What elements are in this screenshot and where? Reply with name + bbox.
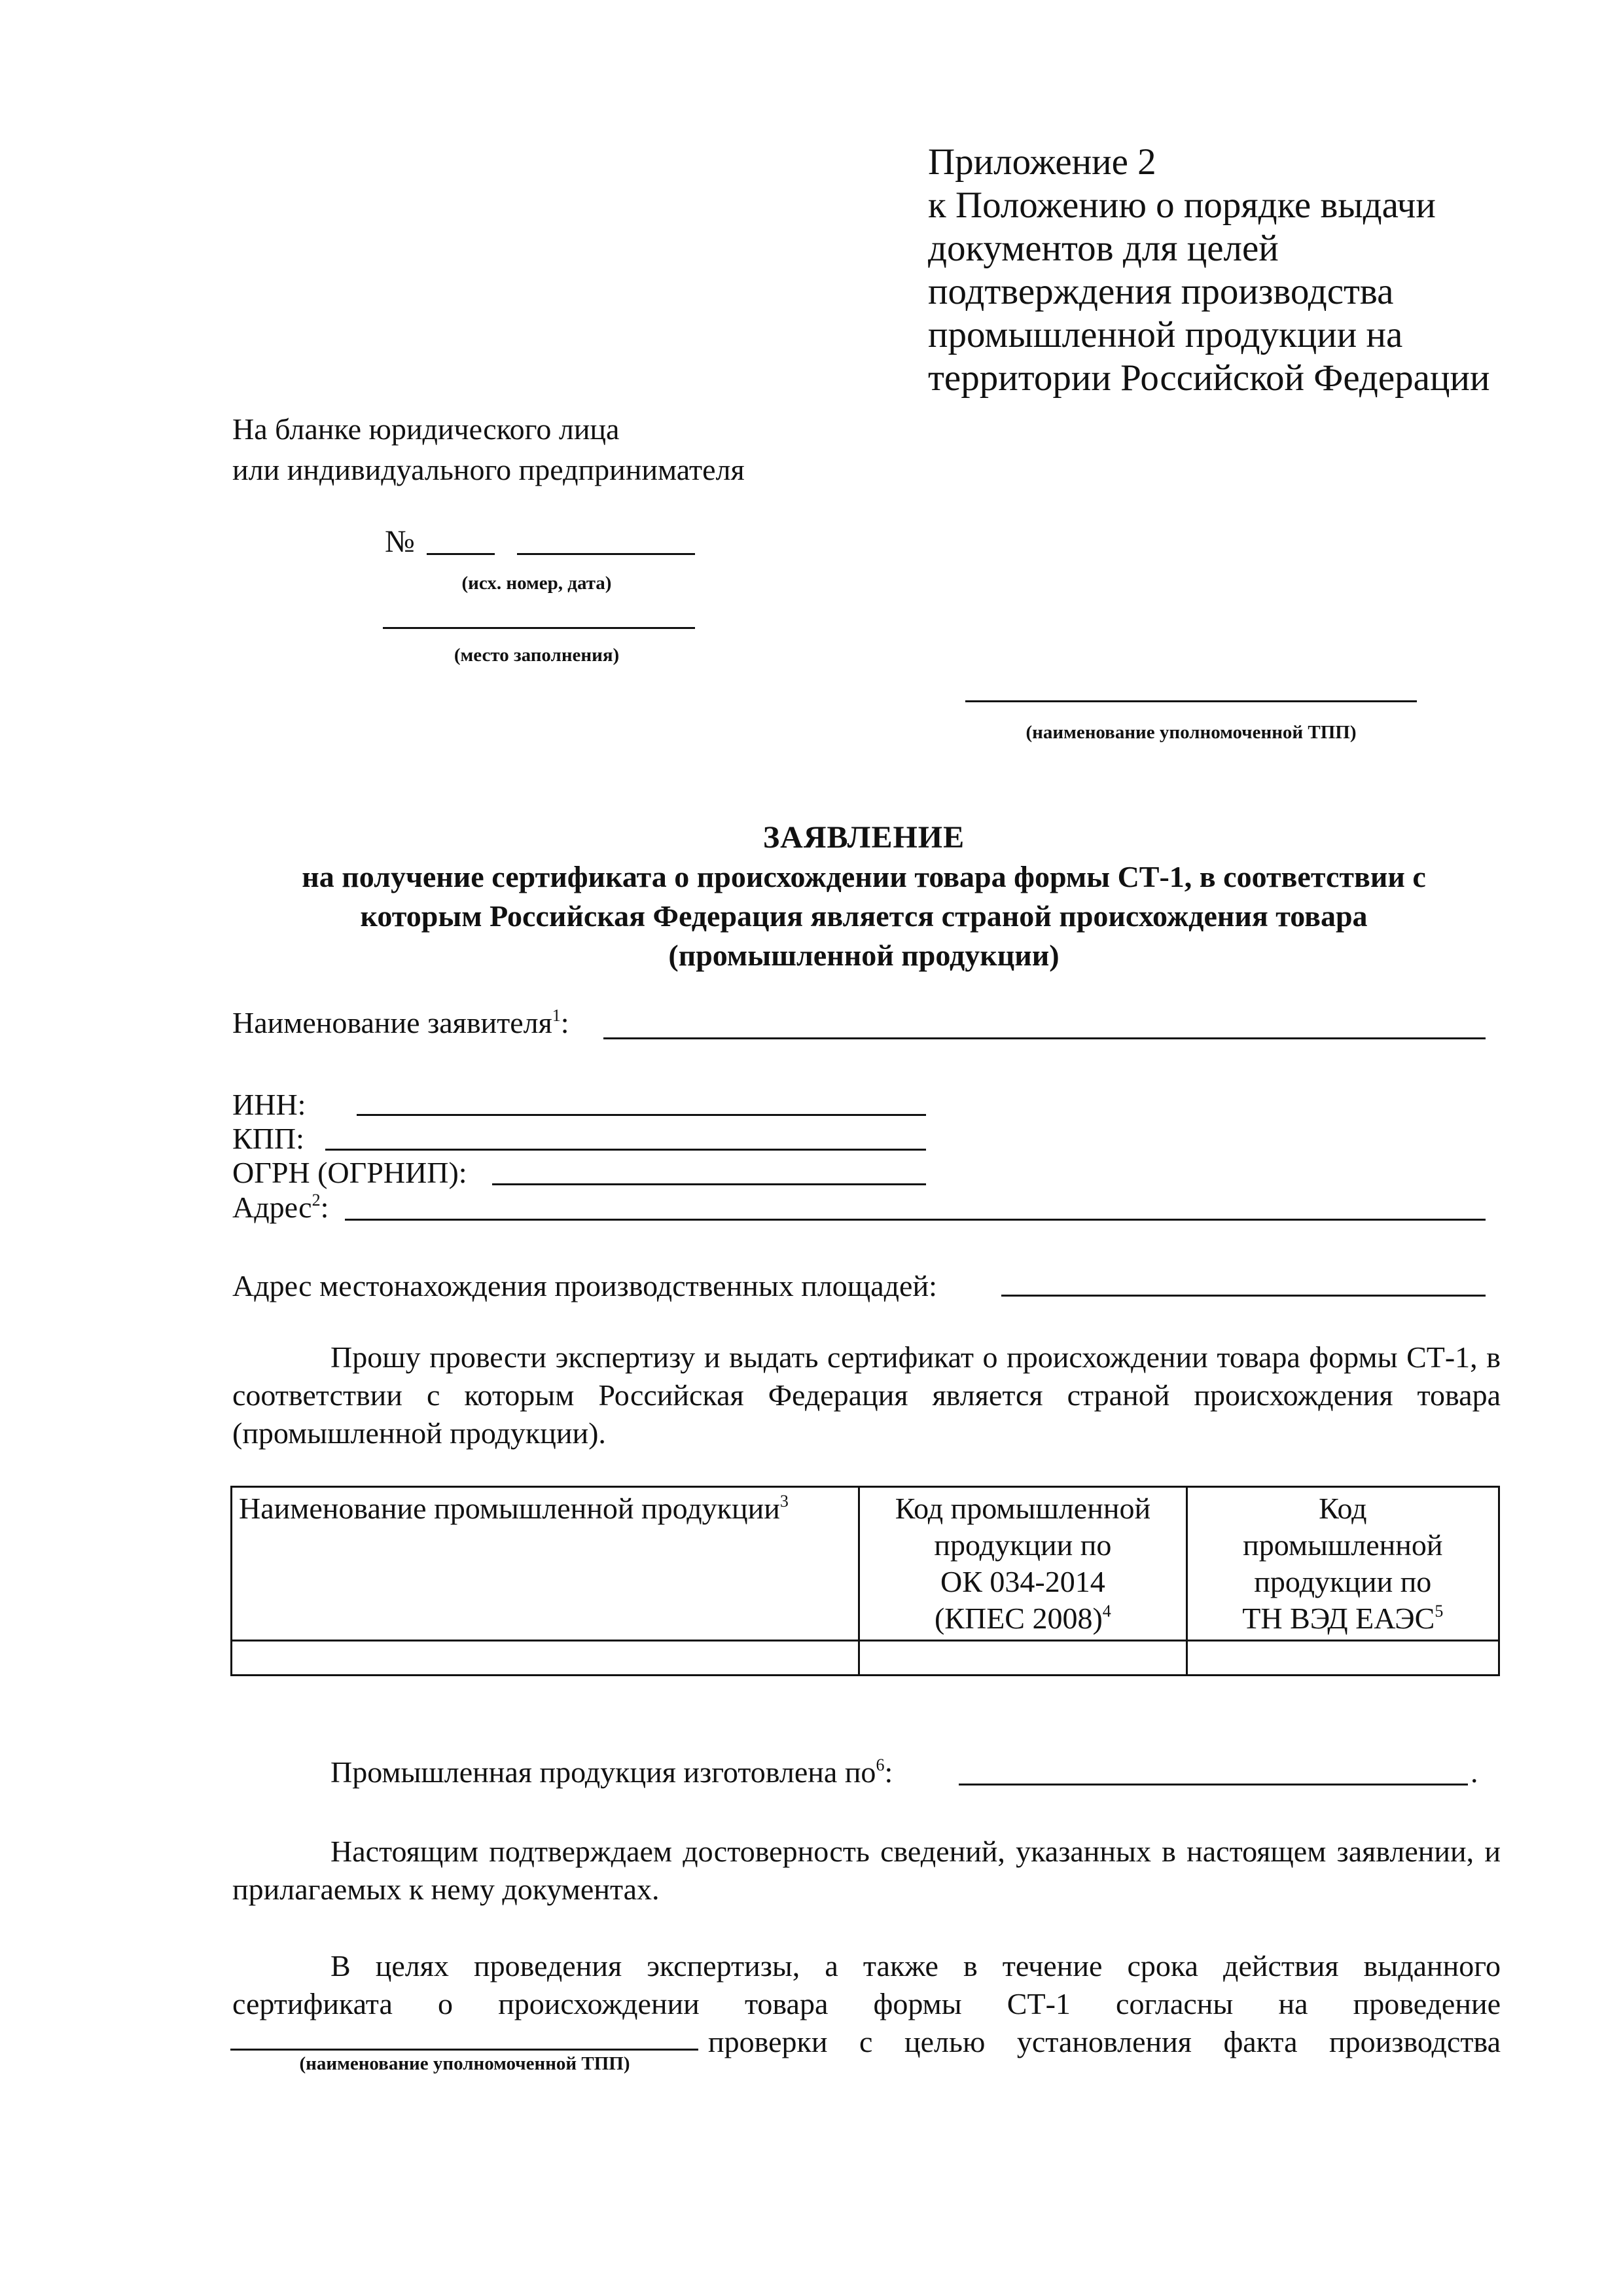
manufactured-field-line[interactable] — [959, 1784, 1468, 1785]
manufactured-label: Промышленная продукция изготовлена $по^6$: — [330, 1755, 893, 1789]
okpd-code-cell[interactable] — [859, 1641, 1186, 1676]
confirm-paragraph: Настоящим подтверждаем достоверность сведений, указанных в настоящем заявлении, и прилагаемых к нему документах. — [232, 1835, 1501, 1906]
address-label: Адрес$^2$: — [232, 1191, 329, 1224]
letterhead-note — [232, 409, 745, 490]
inn-label: ИНН: — [232, 1088, 306, 1121]
inn-field-line[interactable] — [357, 1114, 926, 1116]
kpp-field-line[interactable] — [325, 1149, 926, 1151]
header-product-name: Наименование промышленной продукции$^3$ — [232, 1487, 859, 1641]
products-table — [230, 1486, 1500, 1676]
letterhead-line-1: На бланке юридического лица — [232, 412, 620, 446]
consent-chamber-line[interactable] — [230, 2049, 698, 2051]
footnote-ref-3: 3 — [779, 1492, 789, 1511]
tnved-code-cell[interactable] — [1186, 1641, 1499, 1676]
kpp-label: КПП: — [232, 1122, 304, 1155]
request-paragraph: Прошу провести экспертизу и выдать сертификат о происхождении товара формы СТ-1, в соответствии с которым Российская Федерация является страной происхождения товара (промышленной продукции). — [232, 1340, 1501, 1450]
appendix-header — [928, 141, 1569, 400]
ogrn-field-line[interactable] — [492, 1183, 926, 1185]
place-caption: (место заполнения) — [454, 645, 620, 666]
table-header-row — [232, 1487, 1499, 1641]
appendix-line: территории Российской Федерации — [928, 357, 1490, 399]
footnote-ref-6: 6 — [876, 1755, 885, 1774]
production-address-field-line[interactable] — [1001, 1295, 1486, 1297]
applicant-field-line[interactable] — [603, 1037, 1486, 1039]
number-field-line[interactable] — [427, 553, 495, 555]
chamber-name-line[interactable] — [965, 700, 1417, 702]
applicant-label: Наименование заявителя$^1$: — [232, 1006, 569, 1039]
title-heading: ЗАЯВЛЕНИЕ — [762, 820, 965, 855]
manufactured-end: . — [1471, 1755, 1478, 1789]
appendix-line: к Положению о порядке выдачи — [928, 185, 1436, 226]
footnote-ref-1: 1 — [552, 1006, 561, 1025]
letterhead-line-2: или индивидуального предпринимателя — [232, 453, 745, 486]
consent-line-2: сертификата о происхождении товара формы СТ-1 согласны на проведение — [232, 1987, 1501, 2020]
header-okpd-code: Код промышленной продукции по ОК 034-2014 (КПЕС 2008)$^4$ — [859, 1487, 1186, 1641]
consent-caption: (наименование уполномоченной ТПП) — [299, 2053, 630, 2074]
place-field-line[interactable] — [383, 627, 695, 629]
appendix-line: промышленной продукции на — [928, 314, 1403, 355]
appendix-line: документов для целей — [928, 228, 1279, 269]
date-field-line[interactable] — [517, 553, 695, 555]
footnote-ref-5: 5 — [1435, 1602, 1444, 1621]
consent-line-1: В целях проведения экспертизы, а также в течение срока действия выданного — [330, 1949, 1501, 1982]
production-address-label: Адрес местонахождения производственных площадей: — [232, 1269, 937, 1302]
chamber-caption: (наименование уполномоченной ТПП) — [1026, 722, 1357, 743]
header-tnved-code: Код промышленной продукции по ТН ВЭД ЕАЭС$^5$ — [1186, 1487, 1499, 1641]
footnote-ref-2: 2 — [312, 1191, 321, 1210]
footnote-ref-4: 4 — [1102, 1602, 1111, 1621]
table-row — [232, 1641, 1499, 1676]
consent-line-3: проверки с целью установления факта производства — [708, 2025, 1501, 2058]
address-field-line[interactable] — [345, 1219, 1486, 1221]
ogrn-label: ОГРН (ОГРНИП): — [232, 1156, 467, 1189]
number-sign: № — [385, 524, 415, 559]
title-line-2: которым Российская Федерация является страной происхождения товара — [360, 899, 1368, 933]
title-line-3: (промышленной продукции) — [668, 939, 1060, 972]
number-caption: (исх. номер, дата) — [461, 573, 612, 594]
title-line-1: на получение сертификата о происхождении товара формы СТ-1, в соответствии с — [302, 860, 1426, 893]
appendix-line: Приложение 2 — [928, 141, 1156, 183]
application-title — [196, 818, 1531, 975]
product-name-cell[interactable] — [232, 1641, 859, 1676]
appendix-line: подтверждения производства — [928, 271, 1394, 312]
